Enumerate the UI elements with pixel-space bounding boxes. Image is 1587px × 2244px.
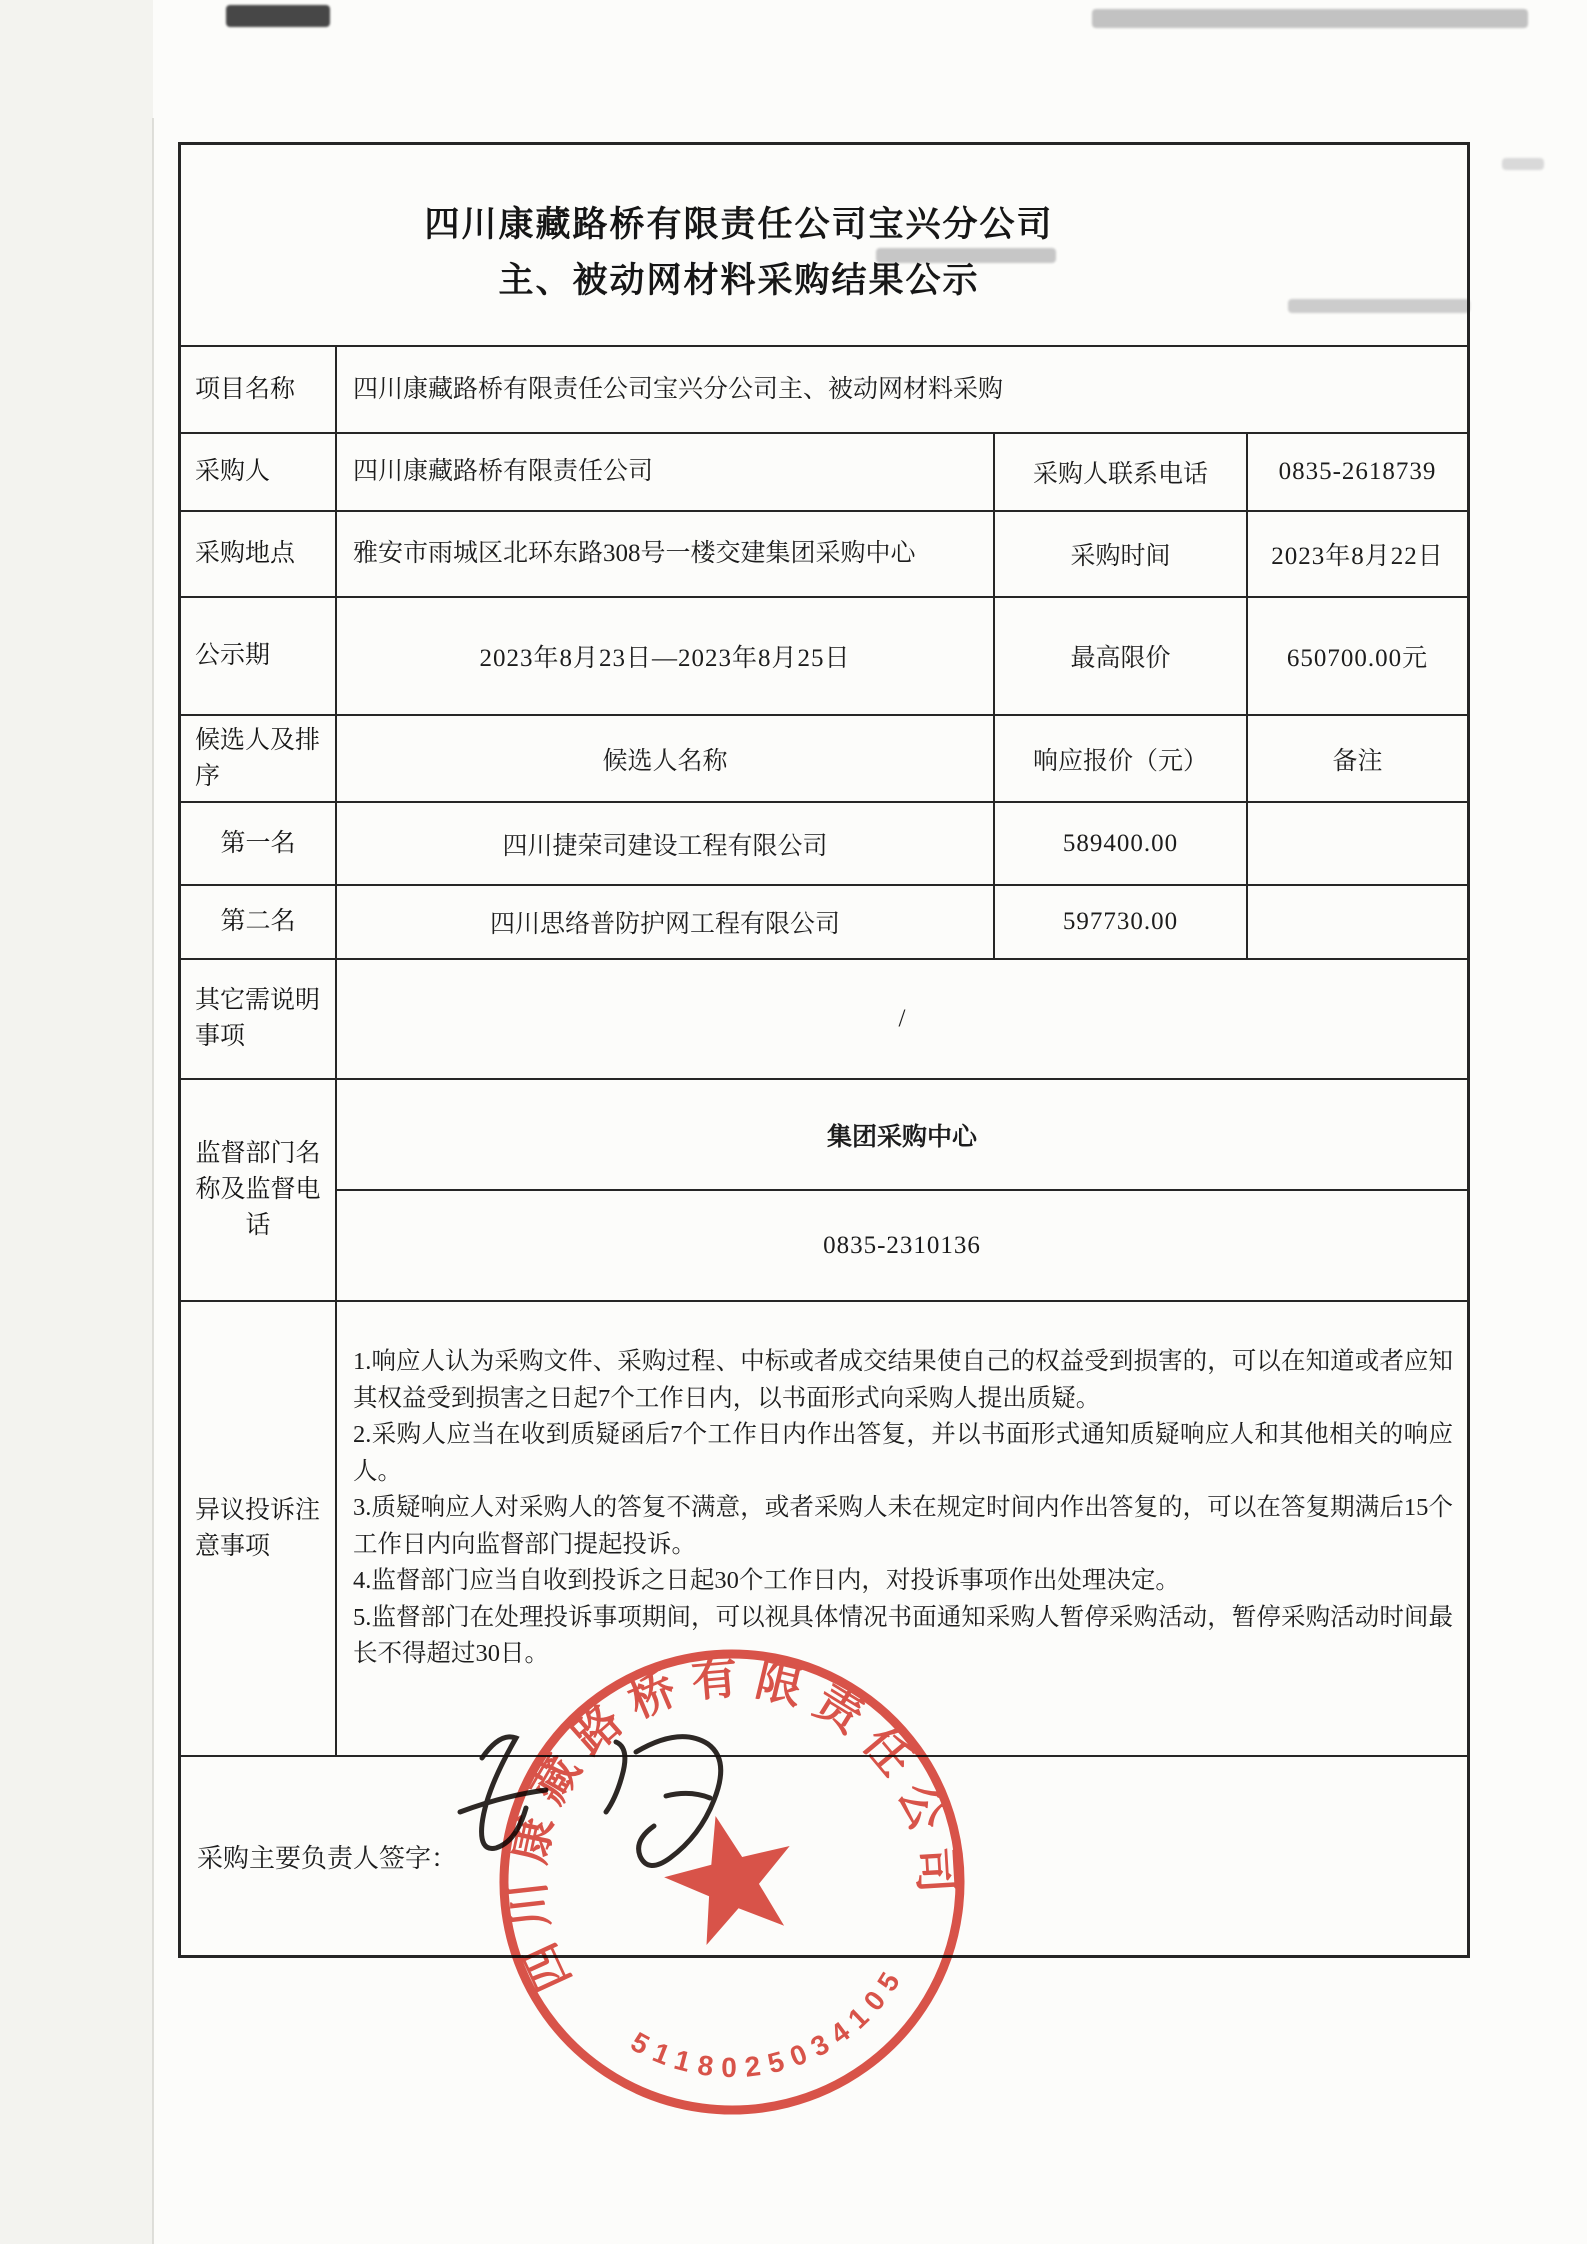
objection-label: 异议投诉注意事项 xyxy=(195,1496,321,1560)
objection-item-5: 5.监督部门在处理投诉事项期间，可以视具体情况书面通知采购人暂停采购活动，暂停采购活动时间最长不得超过30日。 xyxy=(353,1603,1453,1667)
objection-item-2: 2.采购人应当在收到质疑函后7个工作日内作出答复，并以书面形式通知质疑响应人和其他相关的响应人。 xyxy=(353,1421,1453,1485)
purchaser-value: 四川康藏路桥有限责任公司 xyxy=(335,434,993,510)
purchaser-phone-value: 0835-2618739 xyxy=(1246,434,1467,510)
supervision-values xyxy=(337,1080,1467,1300)
scan-artifact xyxy=(1092,9,1528,28)
row-location xyxy=(181,510,1467,596)
row-publicity-period xyxy=(181,596,1467,714)
project-name-label: 项目名称 xyxy=(195,375,296,403)
second-place-price: 597730.00 xyxy=(993,886,1246,958)
first-place-remark xyxy=(1246,803,1467,884)
max-price-label: 最高限价 xyxy=(993,598,1246,714)
row-candidate-first xyxy=(181,801,1467,884)
max-price-value: 650700.00元 xyxy=(1246,598,1467,714)
title-line-1: 四川康藏路桥有限责任公司宝兴分公司 xyxy=(424,205,1054,244)
first-place-name: 四川捷荣司建设工程有限公司 xyxy=(335,803,993,884)
publicity-period-value: 2023年8月23日—2023年8月25日 xyxy=(335,598,993,714)
objection-item-1: 1.响应人认为采购文件、采购过程、中标或者成交结果使自己的权益受到损害的，可以在知道或者应知其权益受到损害之日起7个工作日内，以书面形式向采购人提出质疑。 xyxy=(353,1348,1453,1412)
project-name-value: 四川康藏路桥有限责任公司宝兴分公司主、被动网材料采购 xyxy=(335,347,1467,432)
scan-artifact xyxy=(226,5,330,27)
row-candidates-header xyxy=(181,714,1467,801)
document-title xyxy=(181,145,1467,345)
first-place-label: 第一名 xyxy=(220,829,296,857)
objection-item-3: 3.质疑响应人对采购人的答复不满意，或者采购人未在规定时间内作出答复的，可以在答复期满后15个工作日内向监督部门提起投诉。 xyxy=(353,1494,1453,1558)
supervision-phone-value: 0835-2310136 xyxy=(337,1189,1467,1300)
stamp-code: 5118025034105 xyxy=(625,1961,909,2084)
paper-edge-shadow xyxy=(152,118,154,2244)
second-place-label: 第二名 xyxy=(220,908,296,935)
supervision-label: 监督部门名称及监督电话 xyxy=(195,1140,321,1239)
title-line-2: 主、被动网材料采购结果公示 xyxy=(498,261,980,300)
candidate-name-header: 候选人名称 xyxy=(335,716,993,801)
row-supervision xyxy=(181,1078,1467,1300)
row-candidate-second xyxy=(181,884,1467,958)
stamp-star-icon xyxy=(653,1800,808,1951)
location-label: 采购地点 xyxy=(195,540,296,567)
row-purchaser xyxy=(181,432,1467,510)
row-other-notes xyxy=(181,958,1467,1078)
scan-left-margin xyxy=(0,0,153,2244)
purchaser-label: 采购人 xyxy=(195,458,271,485)
remark-header: 备注 xyxy=(1246,716,1467,801)
row-project-name xyxy=(181,345,1467,432)
bid-price-header: 响应报价（元） xyxy=(993,716,1246,801)
second-place-name: 四川思络普防护网工程有限公司 xyxy=(335,886,993,958)
second-place-remark xyxy=(1246,886,1467,958)
supervision-dept-value: 集团采购中心 xyxy=(826,1123,977,1151)
signature-label: 采购主要负责人签字： xyxy=(197,1843,458,1873)
other-notes-value: / xyxy=(335,960,1467,1078)
purchase-time-value: 2023年8月22日 xyxy=(1246,512,1467,596)
publicity-period-label: 公示期 xyxy=(195,642,271,669)
scan-artifact xyxy=(1502,158,1544,170)
first-place-price: 589400.00 xyxy=(993,803,1246,884)
purchase-time-label: 采购时间 xyxy=(993,512,1246,596)
stamp-company-name: 四川康藏路桥有限责任公司 xyxy=(500,1650,963,1999)
candidates-rank-label: 候选人及排序 xyxy=(195,726,321,790)
location-value: 雅安市雨城区北环东路308号一楼交建集团采购中心 xyxy=(335,512,993,596)
objection-item-4: 4.监督部门应当自收到投诉之日起30个工作日内，对投诉事项作出处理决定。 xyxy=(353,1567,1180,1594)
purchaser-phone-label: 采购人联系电话 xyxy=(993,434,1246,510)
title-row xyxy=(181,145,1467,345)
other-notes-label: 其它需说明事项 xyxy=(195,987,321,1050)
